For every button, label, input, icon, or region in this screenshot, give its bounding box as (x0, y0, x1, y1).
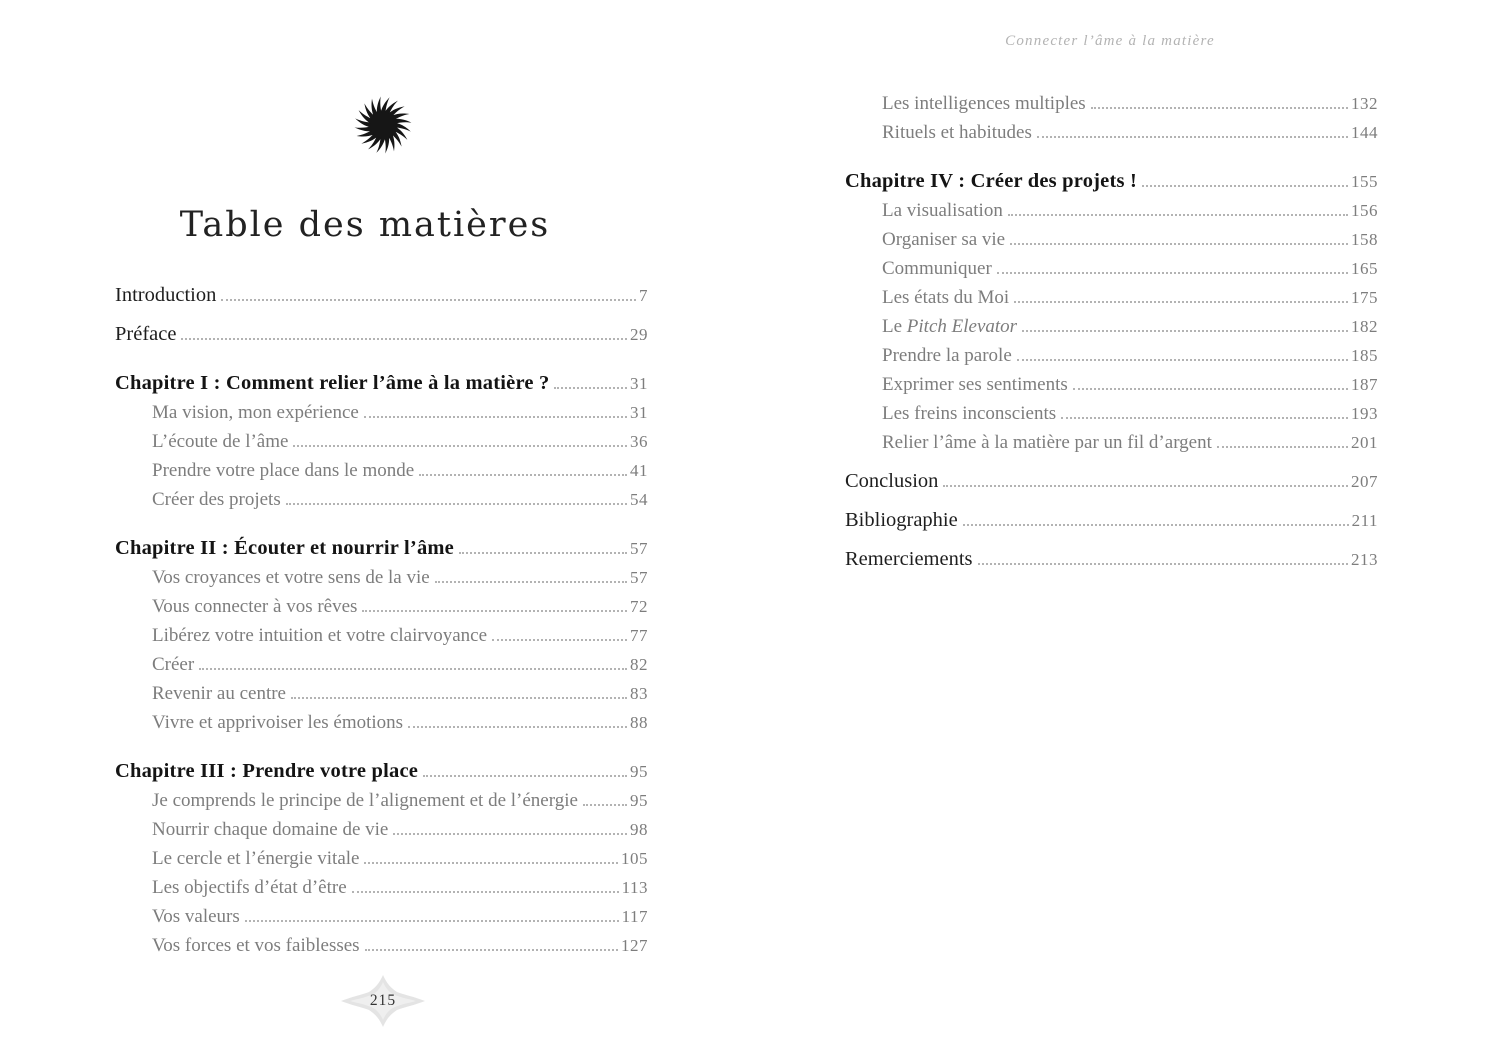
toc-entry (115, 281, 648, 310)
toc-entry-page: 82 (630, 655, 648, 674)
toc-entry-page: 155 (1351, 172, 1378, 191)
toc-entry-label: Vos croyances et votre sens de la vie (152, 567, 430, 588)
toc-entry (845, 370, 1378, 399)
dot-leader (1037, 136, 1348, 138)
toc-entry-label: Organiser sa vie (882, 229, 1006, 250)
toc-entry-label: Les objectifs d’état d’être (152, 877, 347, 898)
toc-entry-page: 193 (1351, 404, 1378, 423)
toc-entry-page: 83 (630, 684, 648, 703)
dot-leader (1022, 330, 1348, 332)
toc-entry-label-italic: Pitch Elevator (906, 316, 1018, 337)
toc-entry (115, 320, 648, 349)
toc-entry-page: 158 (1351, 230, 1378, 249)
toc-entry-page: 77 (630, 626, 648, 645)
dot-leader (393, 833, 627, 835)
toc-entry (115, 592, 648, 621)
toc-entry-label: Le cercle et l’énergie vitale (152, 848, 360, 869)
dot-leader (362, 610, 627, 612)
toc-entry-page: 213 (1351, 550, 1378, 569)
toc-entry (845, 196, 1378, 225)
toc-entry-label: Nourrir chaque domaine de vie (152, 819, 389, 840)
toc-entry-page: 57 (630, 539, 648, 558)
toc-entry-label: Ma vision, mon expérience (152, 402, 359, 423)
toc-entry-label: Je comprends le principe de l’alignement et de l’énergie (152, 790, 578, 811)
toc-entry-label: Les freins inconscients (882, 403, 1057, 424)
dot-leader (291, 697, 627, 699)
dot-leader (1017, 359, 1348, 361)
sun-icon (349, 91, 417, 159)
toc-entry-label: La visualisation (882, 200, 1003, 221)
toc-entry (845, 399, 1378, 428)
toc-entry-label: Prendre la parole (882, 345, 1012, 366)
toc-entry-label: Exprimer ses sentiments (882, 374, 1068, 395)
toc-entry (115, 786, 648, 815)
toc-entry-label: Chapitre III : Prendre votre place (115, 760, 419, 782)
toc-entry-label: Les intelligences multiples (882, 93, 1086, 114)
toc-entry-page: 88 (630, 713, 648, 732)
toc-entry-page: 7 (639, 286, 648, 305)
toc-entry-label: Bibliographie (845, 509, 958, 531)
toc-entry-label: Vos valeurs (152, 906, 240, 927)
toc-entry-label: Préface (115, 323, 177, 345)
dot-leader (293, 445, 627, 447)
dot-leader (352, 891, 619, 893)
dot-leader (435, 581, 627, 583)
toc-entry-page: 117 (621, 907, 648, 926)
toc-entry (845, 118, 1378, 147)
toc-entry-page: 187 (1351, 375, 1378, 394)
toc-entry-page: 127 (621, 936, 648, 955)
toc-entry (115, 621, 648, 650)
running-title: Connecter l’âme à la matière (1005, 33, 1215, 49)
dot-leader (978, 563, 1348, 565)
dot-leader (419, 474, 627, 476)
toc-entry-page: 132 (1351, 94, 1378, 113)
toc-entry (845, 506, 1378, 535)
toc-entry (115, 708, 648, 737)
toc-entry (115, 815, 648, 844)
toc-entry-label: Relier l’âme à la matière par un fil d’argent (882, 432, 1212, 453)
toc-entry (115, 563, 648, 592)
page-number: 215 (369, 992, 397, 1009)
toc-entry-page: 144 (1351, 123, 1378, 142)
toc-entry-page: 113 (621, 878, 648, 897)
dot-leader (459, 552, 627, 554)
toc-entry-page: 182 (1351, 317, 1378, 336)
toc-entry (115, 369, 648, 398)
dot-leader (492, 639, 627, 641)
toc-entry (845, 312, 1378, 341)
toc-entry (845, 167, 1378, 196)
dot-leader (1217, 446, 1348, 448)
dot-leader (199, 668, 627, 670)
dot-leader (963, 524, 1349, 526)
toc-entry (115, 873, 648, 902)
toc-entry (115, 931, 648, 960)
toc-entry-page: 95 (630, 762, 648, 781)
toc-entry-label: Conclusion (845, 470, 939, 492)
toc-entry (115, 534, 648, 563)
dot-leader (583, 804, 627, 806)
toc-entry-page: 31 (630, 374, 648, 393)
toc-entry-page: 36 (630, 432, 648, 451)
toc-entry (845, 89, 1378, 118)
toc-entry-label: Prendre votre place dans le monde (152, 460, 415, 481)
right-page (750, 0, 1500, 1050)
toc-entry-page: 95 (630, 791, 648, 810)
toc-entry-label: Revenir au centre (152, 683, 286, 704)
toc-entry-page: 165 (1351, 259, 1378, 278)
dot-leader (221, 299, 636, 301)
toc-entry-page: 175 (1351, 288, 1378, 307)
toc-entry (115, 757, 648, 786)
dot-leader (245, 920, 619, 922)
toc-entry (845, 545, 1378, 574)
toc-entry (115, 902, 648, 931)
toc-entry (845, 283, 1378, 312)
toc-entry (845, 467, 1378, 496)
toc-entry (115, 456, 648, 485)
toc-entry-label: Libérez votre intuition et votre clairvoyance (152, 625, 487, 646)
toc-entry-label: Communiquer (882, 258, 992, 279)
toc-entry-page: 72 (630, 597, 648, 616)
toc-entry-page: 185 (1351, 346, 1378, 365)
toc-entry-page: 41 (630, 461, 648, 480)
dot-leader (181, 338, 627, 340)
toc-entry (115, 650, 648, 679)
toc-entry-label: Vous connecter à vos rêves (152, 596, 358, 617)
toc-entry-label: Rituels et habitudes (882, 122, 1032, 143)
toc-entry (115, 427, 648, 456)
toc-entry (115, 679, 648, 708)
page-number-ornament (337, 972, 429, 1030)
toc-list-left (115, 281, 648, 960)
dot-leader (554, 387, 627, 389)
toc-list-right (845, 89, 1378, 574)
dot-leader (997, 272, 1348, 274)
toc-entry (845, 254, 1378, 283)
toc-entry (845, 341, 1378, 370)
toc-entry-page: 54 (630, 490, 648, 509)
toc-entry-page: 29 (630, 325, 648, 344)
toc-entry-label: Les états du Moi (882, 287, 1010, 308)
toc-entry-label: Créer (152, 654, 195, 675)
dot-leader (1091, 107, 1348, 109)
toc-entry-label: Introduction (115, 284, 217, 306)
dot-leader (1014, 301, 1348, 303)
toc-entry-page: 156 (1351, 201, 1378, 220)
toc-entry-page: 57 (630, 568, 648, 587)
toc-entry-page: 105 (621, 849, 648, 868)
toc-title: Table des matières (179, 205, 551, 245)
toc-entry-page: 211 (1351, 511, 1378, 530)
toc-entry-label: Chapitre IV : Créer des projets ! (845, 170, 1138, 192)
toc-entry (845, 225, 1378, 254)
toc-entry (115, 398, 648, 427)
toc-entry-label: Vos forces et vos faiblesses (152, 935, 360, 956)
dot-leader (286, 503, 627, 505)
toc-entry-label: Remerciements (845, 548, 973, 570)
toc-entry-label: Chapitre II : Écouter et nourrir l’âme (115, 537, 454, 559)
toc-entry-page: 98 (630, 820, 648, 839)
dot-leader (1073, 388, 1348, 390)
toc-entry (115, 485, 648, 514)
toc-entry-label: Chapitre I : Comment relier l’âme à la matière ? (115, 372, 550, 394)
toc-entry (845, 428, 1378, 457)
toc-entry (115, 844, 648, 873)
dot-leader (943, 485, 1348, 487)
dot-leader (1008, 214, 1348, 216)
dot-leader (1010, 243, 1348, 245)
dot-leader (1142, 185, 1348, 187)
dot-leader (365, 949, 618, 951)
dot-leader (364, 416, 627, 418)
toc-entry-page: 31 (630, 403, 648, 422)
toc-entry-page: 201 (1351, 433, 1378, 452)
dot-leader (408, 726, 627, 728)
toc-entry-label: Créer des projets (152, 489, 281, 510)
dot-leader (1061, 417, 1348, 419)
toc-entry-label: Le Pitch Elevator (882, 316, 1018, 337)
dot-leader (423, 775, 627, 777)
dot-leader (364, 862, 618, 864)
toc-entry-label: L’écoute de l’âme (152, 431, 289, 452)
toc-entry-page: 207 (1351, 472, 1378, 491)
toc-entry-label: Vivre et apprivoiser les émotions (152, 712, 404, 733)
